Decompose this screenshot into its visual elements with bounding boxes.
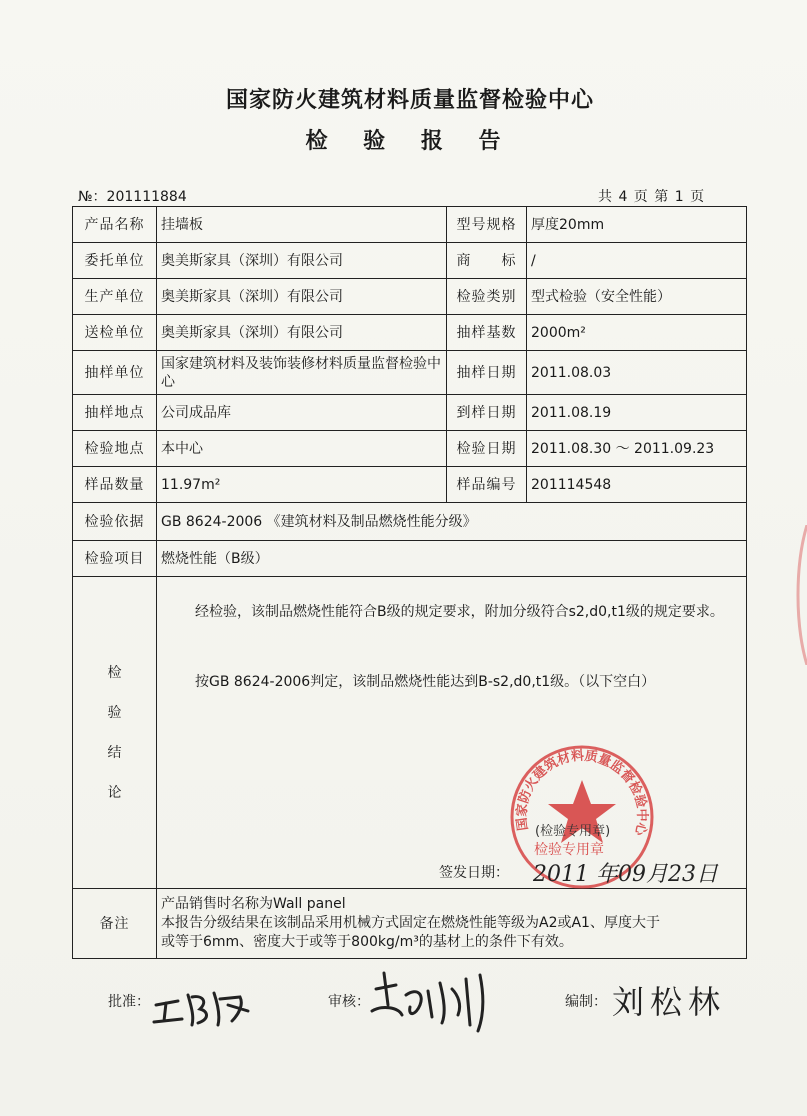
issue-date-text: 2011 年09月23日 <box>533 862 718 887</box>
conclusion-char: 论 <box>107 784 122 801</box>
test-date-value: 2011.08.30 ～ 2011.09.23 <box>527 431 747 467</box>
client-label: 委托单位 <box>73 243 157 279</box>
sample-no-value: 201114548 <box>527 467 747 503</box>
basis-value: GB 8624-2006 《建筑材料及制品燃烧性能分级》 <box>157 503 747 541</box>
sender-label: 送检单位 <box>73 315 157 351</box>
sampling-date-value: 2011.08.03 <box>527 351 747 395</box>
page-info: 共 4 页 第 1 页 <box>598 189 706 205</box>
manufacturer-label: 生产单位 <box>73 279 157 315</box>
handwritten-issue-date <box>531 859 731 887</box>
conclusion-char: 检 <box>107 664 122 681</box>
signature-row <box>0 975 807 1035</box>
trademark-value: / <box>527 243 747 279</box>
approve-label: 批准： <box>108 994 150 1010</box>
remark-line: 产品销售时名称为Wall panel <box>161 896 346 912</box>
manufacturer-value: 奥美斯家具（深圳）有限公司 <box>157 279 447 315</box>
compiler-signature: 刘松林 <box>612 983 727 1021</box>
conclusion-cell <box>157 577 747 889</box>
sampling-unit-label: 抽样单位 <box>73 351 157 395</box>
sample-qty-label: 样品数量 <box>73 467 157 503</box>
arrival-date-label: 到样日期 <box>447 395 527 431</box>
test-place-label: 检验地点 <box>73 431 157 467</box>
arrival-date-value: 2011.08.19 <box>527 395 747 431</box>
issue-date-label: 签发日期： <box>439 865 509 881</box>
test-place-value: 本中心 <box>157 431 447 467</box>
reviewer-signature <box>362 965 522 1035</box>
product-name-label: 产品名称 <box>73 207 157 243</box>
sample-qty-value: 11.97m² <box>157 467 447 503</box>
trademark-label: 商 标 <box>447 243 527 279</box>
remark-line: 或等于6mm、密度大于或等于800kg/m³的基材上的条件下有效。 <box>161 934 573 950</box>
remark-line: 本报告分级结果在该制品采用机械方式固定在燃烧性能等级为A2或A1、厚度大于 <box>161 915 660 931</box>
test-date-label: 检验日期 <box>447 431 527 467</box>
seal-note: (检验专用章) <box>535 824 611 839</box>
sampling-unit-value: 国家建筑材料及装饰装修材料质量监督检验中心 <box>157 351 447 395</box>
conclusion-char: 验 <box>107 704 122 721</box>
test-type-label: 检验类别 <box>447 279 527 315</box>
basis-label: 检验依据 <box>73 503 157 541</box>
conclusion-body <box>157 577 746 887</box>
report-title: 检 验 报 告 <box>305 129 515 154</box>
report-table <box>72 206 747 959</box>
conclusion-paragraph-1: 经检验，该制品燃烧性能符合B级的规定要求，附加分级符合s2,d0,t1级的规定要求。 <box>195 604 724 620</box>
conclusion-label <box>73 577 157 889</box>
remarks-body <box>157 889 747 959</box>
test-type-value: 型式检验（安全性能） <box>527 279 747 315</box>
sample-base-label: 抽样基数 <box>447 315 527 351</box>
review-label: 审核： <box>328 994 370 1010</box>
seal-stamp-text: 检验专用章 <box>534 842 604 858</box>
items-value: 燃烧性能（B级） <box>157 541 747 577</box>
model-label: 型号规格 <box>447 207 527 243</box>
client-value: 奥美斯家具（深圳）有限公司 <box>157 243 447 279</box>
conclusion-paragraph-2: 按GB 8624-2006判定，该制品燃烧性能达到B-s2,d0,t1级。（以下空白） <box>195 674 656 690</box>
sample-base-value: 2000m² <box>527 315 747 351</box>
institution-title: 国家防火建筑材料质量监督检验中心 <box>225 88 594 113</box>
approver-signature <box>148 975 258 1030</box>
product-name-value: 挂墙板 <box>157 207 447 243</box>
report-number: №：201111884 <box>78 189 187 205</box>
conclusion-char: 结 <box>107 744 122 761</box>
sampling-place-label: 抽样地点 <box>73 395 157 431</box>
adjacent-page-seal-edge <box>793 525 807 665</box>
compile-label: 编制： <box>565 994 607 1010</box>
sampling-place-value: 公司成品库 <box>157 395 447 431</box>
seal-ring-text: 国家防火建筑材料质量监督检验中心 <box>514 748 650 837</box>
sample-no-label: 样品编号 <box>447 467 527 503</box>
model-value: 厚度20mm <box>527 207 747 243</box>
remarks-label: 备注 <box>73 889 157 959</box>
sampling-date-label: 抽样日期 <box>447 351 527 395</box>
items-label: 检验项目 <box>73 541 157 577</box>
sender-value: 奥美斯家具（深圳）有限公司 <box>157 315 447 351</box>
